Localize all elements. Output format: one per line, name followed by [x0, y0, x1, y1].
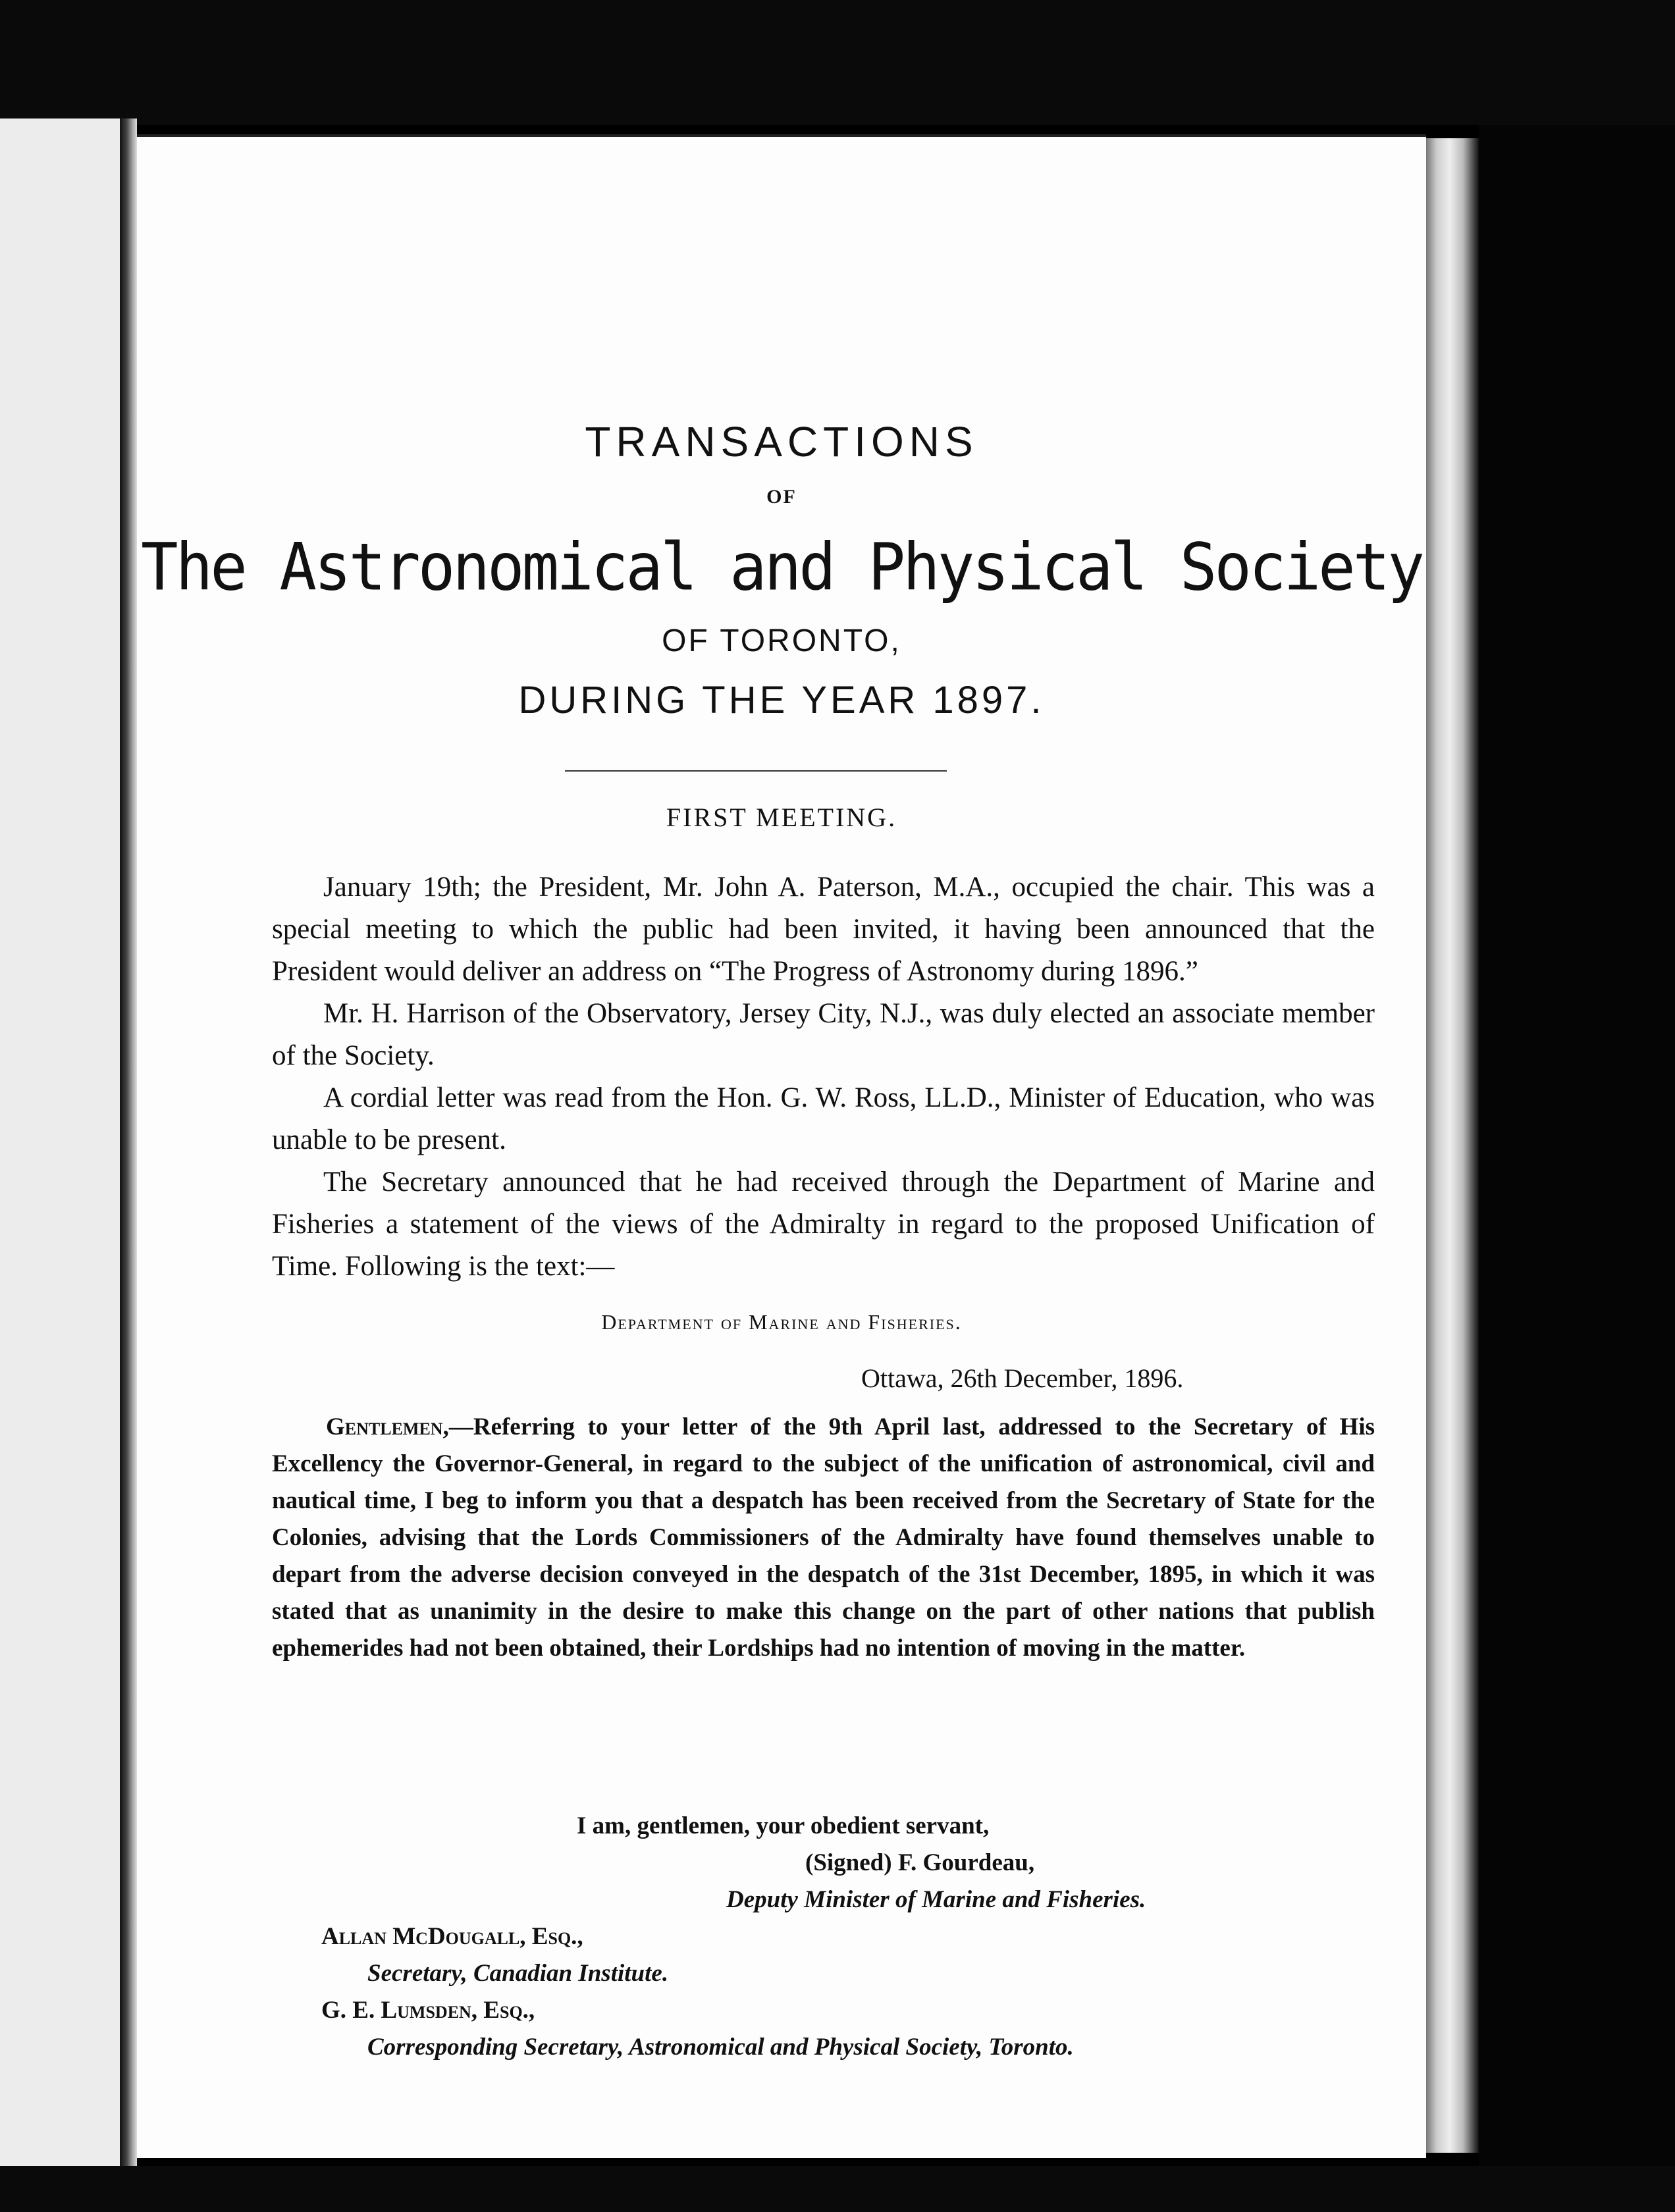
meeting-minutes [272, 866, 1375, 1288]
letter-department: Department of Marine and Fisheries. [601, 1310, 962, 1334]
minutes-paragraph: The Secretary announced that he had received through the Department of Marine and Fisheries a statement of the views of the Admiralty in regard to the proposed Unification of Time. Following is the text:— [272, 1167, 1375, 1282]
title-divider [565, 770, 947, 772]
scan-border-bottom [0, 2166, 1675, 2212]
scan-border-top [0, 0, 1675, 125]
letter-text: —Referring to your letter of the 9th April last, addressed to the Secretary of His Excellency the Governor-General, in regard to the subject of the unification of astronomical, civil and nautical time, I beg to inform you that a despatch has been received from the Secretary of State for the Colonies, advising that the Lords Commissioners of the Admiralty have found themselves unable to depart from the adverse decision conveyed in the despatch of the 31st December, 1895, in which it was stated that as unanimity in the desire to make this change on the part of other nations that publish ephemerides had not been obtained, their Lordships had no intention of moving in the matter. [272, 1413, 1375, 1662]
document-page [137, 134, 1426, 2158]
scan-border-right [1479, 125, 1675, 2166]
addressee-title: Corresponding Secretary, Astronomical and Physical Society, Toronto. [367, 2034, 1074, 2061]
addressee-name: G. E. Lumsden, Esq., [321, 1997, 535, 2024]
letter-salutation: Gentlemen, [326, 1413, 449, 1440]
page-stack-edge [1426, 138, 1479, 2153]
city-line: OF TORONTO, [662, 623, 901, 658]
publication-title: TRANSACTIONS [585, 418, 978, 465]
letter-body [272, 1409, 1375, 1667]
letter-closing: I am, gentlemen, your obedient servant, [577, 1812, 990, 1839]
addressee-name: Allan McDougall, Esq., [321, 1923, 583, 1950]
facing-page-edge [0, 118, 132, 2166]
title-connector: OF [766, 486, 797, 508]
section-heading: FIRST MEETING. [666, 803, 897, 832]
signer-title: Deputy Minister of Marine and Fisheries. [726, 1886, 1146, 1913]
letter-dateline: Ottawa, 26th December, 1896. [861, 1363, 1184, 1393]
year-line: DURING THE YEAR 1897. [518, 679, 1045, 722]
minutes-paragraph: January 19th; the President, Mr. John A. Paterson, M.A., occupied the chair. This was a special meeting to which the public had been invited, it having been announced that the President would deliver an address on “The Progress of Astronomy during 1896.” [272, 872, 1375, 987]
book-gutter [120, 118, 137, 2166]
minutes-paragraph: Mr. H. Harrison of the Observatory, Jersey City, N.J., was duly elected an associate member of the Society. [272, 998, 1375, 1071]
addressee-title: Secretary, Canadian Institute. [367, 1960, 669, 1987]
minutes-paragraph: A cordial letter was read from the Hon. G. W. Ross, LL.D., Minister of Education, who was unable to be present. [272, 1082, 1375, 1155]
letter-signature: (Signed) F. Gourdeau, [805, 1849, 1035, 1876]
society-name: The Astronomical and Physical Society [141, 530, 1422, 606]
